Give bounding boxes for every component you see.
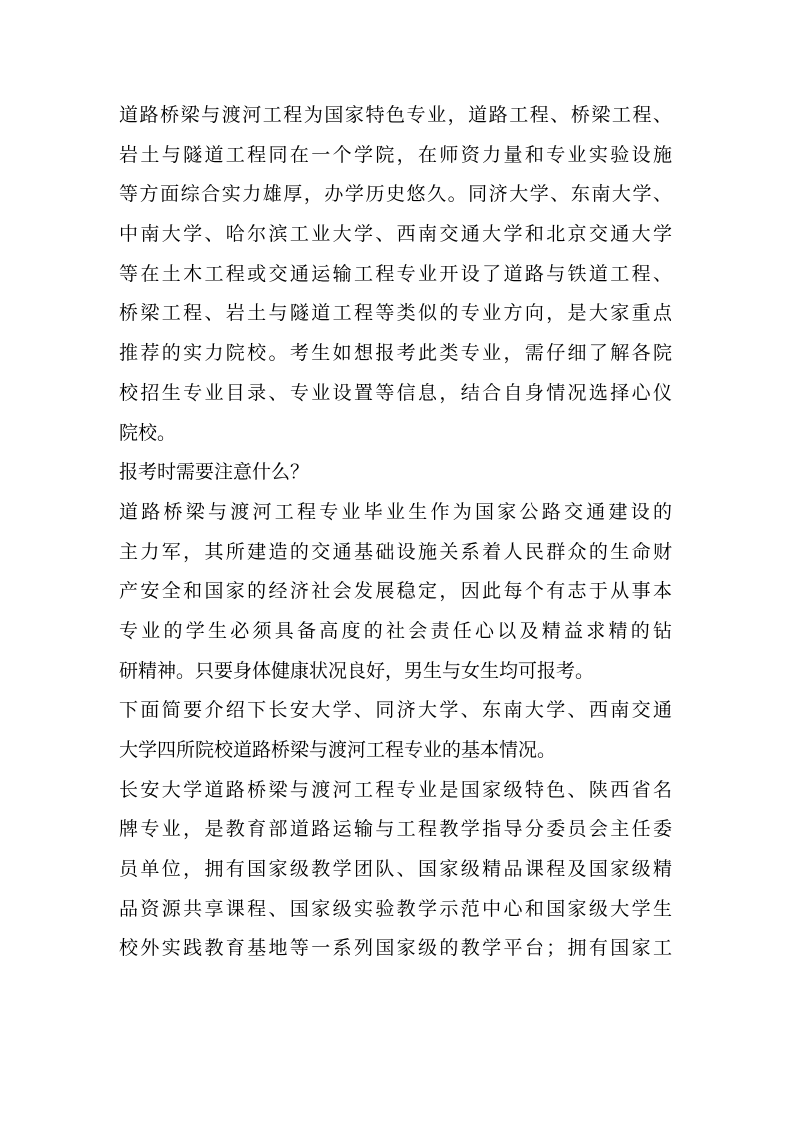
text-line: 产安全和国家的经济社会发展稳定，因此每个有志于从事本 [119, 580, 672, 603]
text-line: 品资源共享课程、国家级实验教学示范中心和国家级大学生 [119, 897, 672, 920]
section-heading: 报考时需要注意什么？ [119, 461, 310, 484]
text-line: 牌专业，是教育部道路运输与工程教学指导分委员会主任委 [119, 818, 672, 841]
text-line: 等方面综合实力雄厚，办学历史悠久。同济大学、东南大学、 [119, 183, 672, 206]
document-body [119, 96, 672, 969]
text-line: 院校。 [119, 421, 177, 444]
text-line: 道路桥梁与渡河工程为国家特色专业，道路工程、桥梁工程、 [119, 104, 672, 126]
text-line: 专业的学生必须具备高度的社会责任心以及精益求精的钻 [119, 619, 672, 642]
text-line: 中南大学、哈尔滨工业大学、西南交通大学和北京交通大学 [119, 223, 672, 246]
text-line: 长安大学道路桥梁与渡河工程专业是国家级特色、陕西省名 [119, 778, 672, 801]
text-line: 研精神。只要身体健康状况良好，男生与女生均可报考。 [119, 659, 595, 682]
text-line: 大学四所院校道路桥梁与渡河工程专业的基本情况。 [119, 739, 557, 761]
text-line: 校招生专业目录、专业设置等信息，结合自身情况选择心仪 [119, 381, 672, 404]
text-line: 主力军，其所建造的交通基础设施关系着人民群众的生命财 [119, 540, 672, 563]
text-line: 桥梁工程、岩土与隧道工程等类似的专业方向，是大家重点 [119, 302, 672, 325]
text-line: 校外实践教育基地等一系列国家级的教学平台；拥有国家工 [119, 937, 672, 960]
text-line: 岩土与隧道工程同在一个学院，在师资力量和专业实验设施 [119, 143, 672, 166]
text-line: 等在土木工程或交通运输工程专业开设了道路与铁道工程、 [119, 262, 672, 285]
text-line: 员单位，拥有国家级教学团队、国家级精品课程及国家级精 [119, 858, 672, 881]
text-line: 推荐的实力院校。考生如想报考此类专业，需仔细了解各院 [119, 342, 672, 365]
text-line: 下面简要介绍下长安大学、同济大学、东南大学、西南交通 [119, 699, 672, 722]
text-line: 道路桥梁与渡河工程专业毕业生作为国家公路交通建设的 [119, 500, 672, 523]
